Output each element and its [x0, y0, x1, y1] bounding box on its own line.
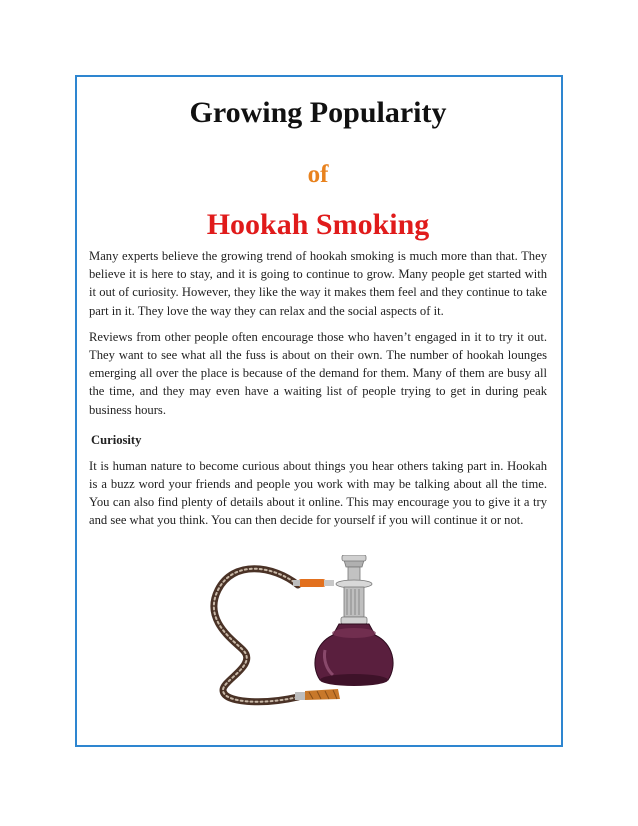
paragraph-1: Many experts believe the growing trend of hookah smoking is much more than that. They believe it is here to stay, and it is going to continue to grow. Many people get started with it out of curiosity. However, they like the way it makes them feel and they continue to take part in it. They love the way they can relax and the social aspects of it.: [89, 249, 547, 318]
title-line-2: of: [307, 161, 329, 188]
section-paragraph: It is human nature to become curious about things you hear others taking part in. Hookah is a buzz word your friends and people you work with may be talking about all the time. You can also find plenty of details about it online. This may encourage you to give it a try and see what you think. You can then decide for yourself if you will continue it or not.: [89, 458, 547, 528]
paragraph-2: Reviews from other people often encourage those who haven’t engaged in it to try it out. They want to see what all the fuss is about on their own. The number of hookah lounges emerging all over the place is because of the demand for them. Many of them are busy all the time, and they may even have a waiting list of people trying to get in during peak business hours.: [89, 329, 547, 417]
hookah-pipe-illustration: [203, 555, 423, 710]
section-heading: Curiosity: [91, 432, 142, 447]
page-border-frame: [75, 75, 563, 747]
document-body: [89, 95, 547, 530]
title-line-3: Hookah Smoking: [206, 208, 430, 241]
title-line-1: Growing Popularity: [189, 96, 447, 129]
